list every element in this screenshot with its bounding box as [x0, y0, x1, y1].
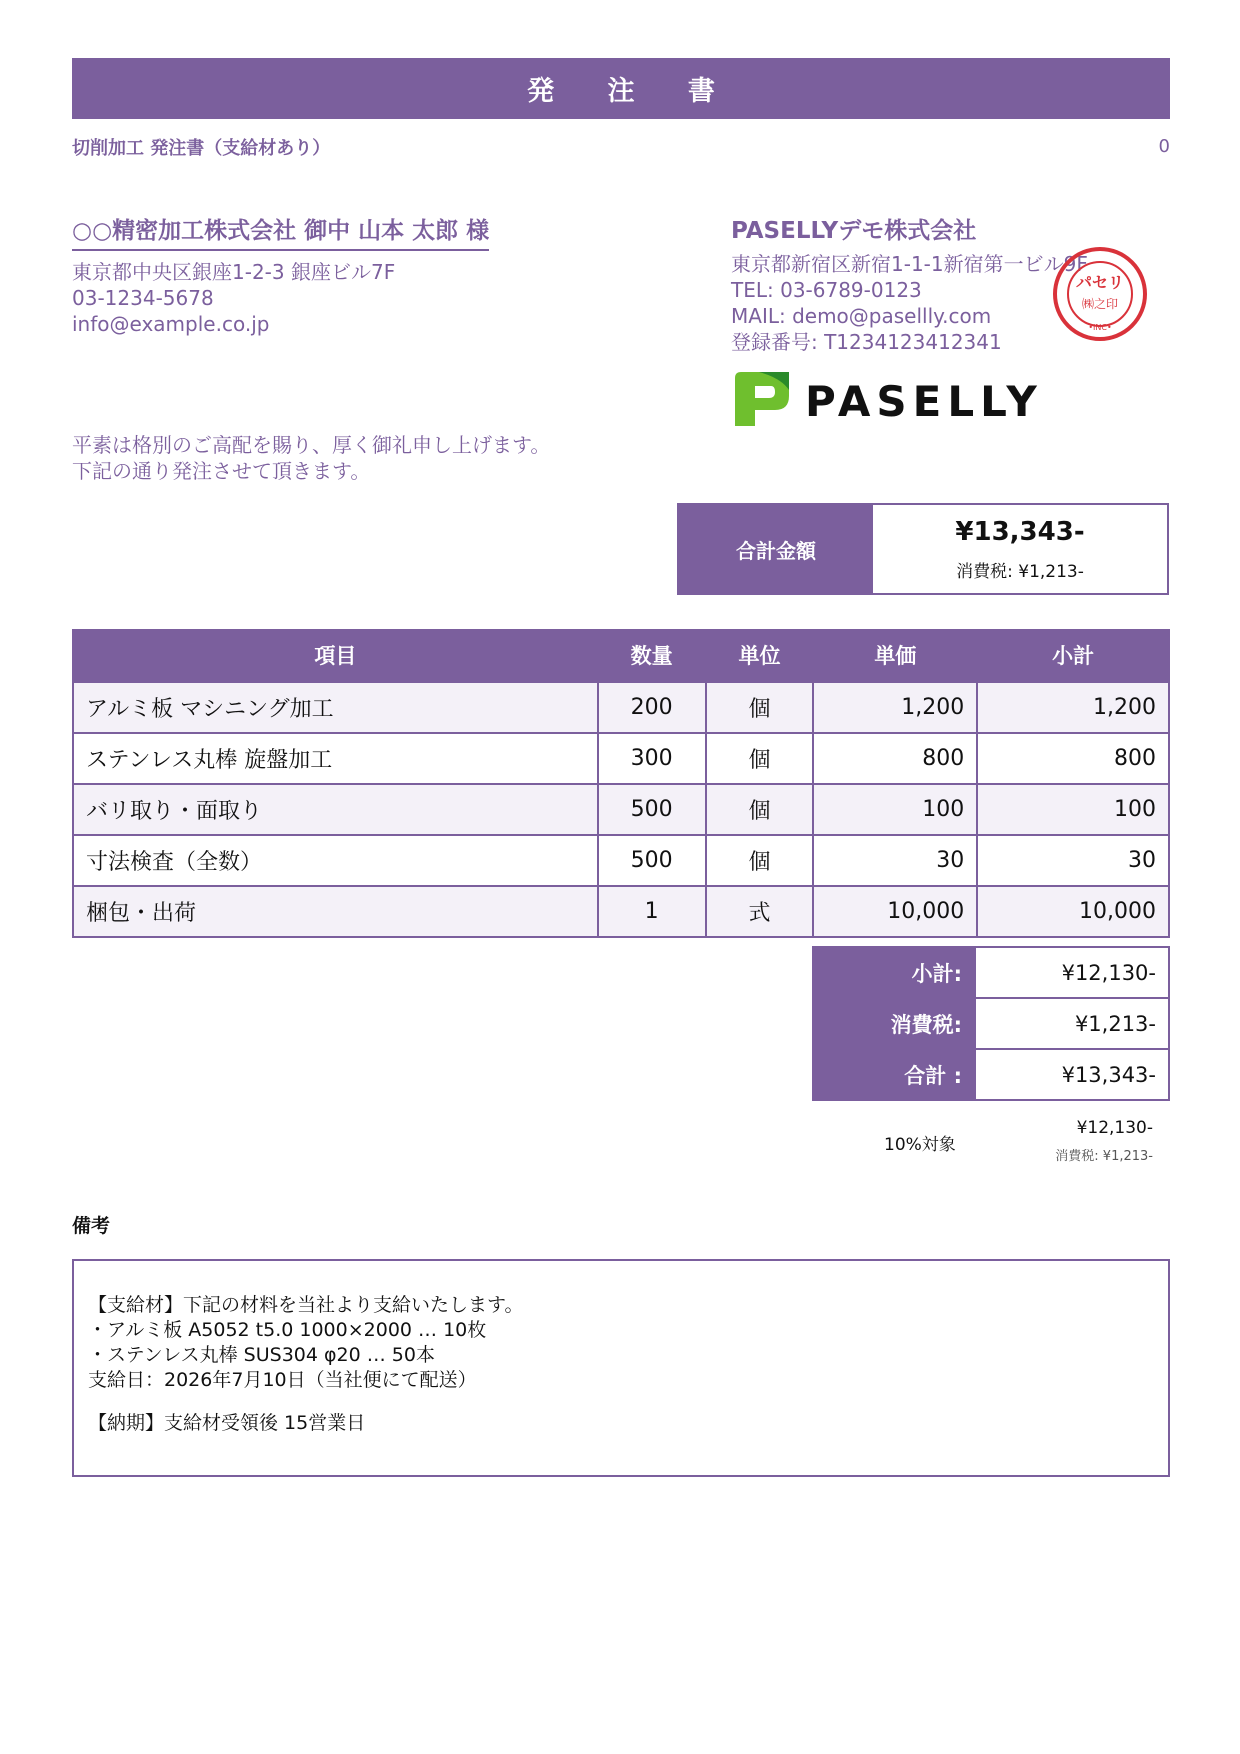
cell-unit: 個 [706, 784, 814, 835]
tax-rate-tax: 消費税: ¥1,213- [1055, 1149, 1153, 1164]
summary-total-row [813, 1049, 1169, 1100]
summary-table [812, 946, 1170, 1101]
cell-quantity: 500 [598, 784, 706, 835]
cell-subtotal: 800 [977, 733, 1169, 784]
document-subtitle: 切削加工 発注書（支給材あり） [72, 138, 331, 159]
cell-unit-price: 30 [813, 835, 977, 886]
summary-subtotal-label: 小計: [813, 947, 975, 998]
client-address: 東京都中央区銀座1-2-3 銀座ビル7F [72, 260, 396, 284]
notes-heading: 備考 [72, 1215, 111, 1237]
table-row [73, 886, 1169, 937]
client-phone: 03-1234-5678 [72, 286, 214, 310]
notes-box [72, 1259, 1170, 1477]
greeting-line-2: 下記の通り発注させて頂きます。 [72, 459, 371, 483]
summary-tax-label: 消費税: [813, 998, 975, 1049]
svg-text:•INC•: •INC• [1088, 323, 1112, 332]
summary-tax-value: ¥1,213- [975, 998, 1169, 1049]
company-seal-stamp [1050, 244, 1150, 344]
cell-item: アルミ板 マシニング加工 [73, 682, 598, 733]
cell-unit-price: 10,000 [813, 886, 977, 937]
notes-line: ・アルミ板 A5052 t5.0 1000×2000 … 10枚 [88, 1319, 487, 1341]
cell-subtotal: 30 [977, 835, 1169, 886]
svg-text:PASELLY: PASELLY [805, 377, 1043, 426]
pasellly-logo [731, 368, 1061, 430]
document-title: 発 注 書 [72, 58, 1170, 119]
cell-item: バリ取り・面取り [73, 784, 598, 835]
greeting-line-1: 平素は格別のご高配を賜り、厚く御礼申し上げます。 [72, 433, 551, 457]
table-header-row [73, 629, 1169, 682]
client-email: info@example.co.jp [72, 312, 270, 336]
total-amount: ¥13,343- [955, 517, 1085, 547]
client-block [72, 212, 489, 337]
summary-tax-row [813, 998, 1169, 1049]
header-item: 項目 [73, 629, 598, 682]
summary-subtotal-row [813, 947, 1169, 998]
issuer-tel: TEL: 03-6789-0123 [731, 278, 922, 302]
client-info [72, 259, 489, 337]
summary-total-label: 合計 : [813, 1049, 975, 1100]
cell-unit-price: 100 [813, 784, 977, 835]
cell-item: 梱包・出荷 [73, 886, 598, 937]
header-quantity: 数量 [598, 629, 706, 682]
cell-quantity: 200 [598, 682, 706, 733]
cell-unit: 個 [706, 733, 814, 784]
cell-unit-price: 800 [813, 733, 977, 784]
notes-line: 支給日：2026年7月10日（当社便にて配送） [88, 1369, 477, 1391]
table-row [73, 682, 1169, 733]
total-tax: 消費税: ¥1,213- [956, 562, 1084, 582]
cell-subtotal: 100 [977, 784, 1169, 835]
greeting [72, 432, 550, 484]
summary-total-value: ¥13,343- [975, 1049, 1169, 1100]
total-amount-label: 合計金額 [679, 505, 873, 593]
cell-quantity: 500 [598, 835, 706, 886]
issuer-mail: MAIL: demo@pasellly.com [731, 304, 992, 328]
table-row [73, 784, 1169, 835]
svg-text:㈱之印: ㈱之印 [1081, 297, 1119, 311]
cell-quantity: 1 [598, 886, 706, 937]
tax-rate-label: 10%対象 [884, 1135, 956, 1155]
cell-unit: 式 [706, 886, 814, 937]
notes-line: ・ステンレス丸棒 SUS304 φ20 … 50本 [88, 1344, 435, 1366]
table-row [73, 733, 1169, 784]
summary-subtotal-value: ¥12,130- [975, 947, 1169, 998]
notes-delivery: 【納期】支給材受領後 15営業日 [88, 1412, 366, 1434]
total-amount-box [677, 503, 1169, 595]
cell-subtotal: 1,200 [977, 682, 1169, 733]
cell-item: ステンレス丸棒 旋盤加工 [73, 733, 598, 784]
line-items-table [72, 629, 1170, 938]
issuer-registration: 登録番号: T1234123412341 [731, 330, 1002, 354]
header-unit: 単位 [706, 629, 814, 682]
header-unit-price: 単価 [813, 629, 977, 682]
issuer-name: PASELLYデモ株式会社 [731, 218, 977, 244]
notes-spacer [88, 1393, 1154, 1411]
client-name: ○○精密加工株式会社 御中 山本 太郎 様 [72, 212, 489, 251]
svg-text:パセリ: パセリ [1075, 273, 1125, 292]
cell-unit: 個 [706, 835, 814, 886]
issuer-address: 東京都新宿区新宿1-1-1新宿第一ビル9F [731, 252, 1088, 276]
document-number: 0 [1158, 136, 1170, 157]
total-amount-value-cell [873, 505, 1167, 593]
cell-unit-price: 1,200 [813, 682, 977, 733]
cell-unit: 個 [706, 682, 814, 733]
cell-item: 寸法検査（全数） [73, 835, 598, 886]
notes-line: 【支給材】下記の材料を当社より支給いたします。 [88, 1294, 524, 1316]
header-subtotal: 小計 [977, 629, 1169, 682]
table-row [73, 835, 1169, 886]
tax-rate-amount: ¥12,130- [1076, 1118, 1153, 1138]
cell-subtotal: 10,000 [977, 886, 1169, 937]
cell-quantity: 300 [598, 733, 706, 784]
